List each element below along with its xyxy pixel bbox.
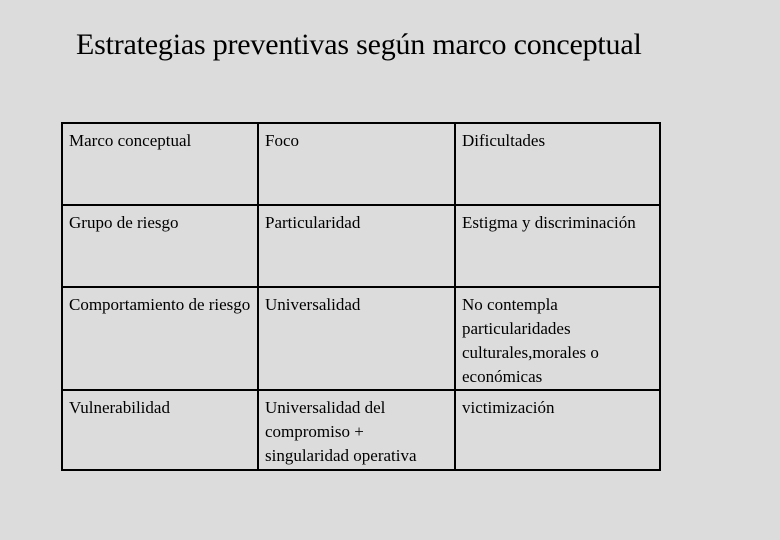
- table-cell: Universalidad: [258, 287, 455, 390]
- table-cell: Estigma y discriminación: [455, 205, 660, 287]
- table-header-row: [62, 123, 660, 205]
- table-row: [62, 287, 660, 390]
- table-row: [62, 205, 660, 287]
- table-cell: Universalidad del compromiso + singularidad operativa: [258, 390, 455, 470]
- table-cell: victimización: [455, 390, 660, 470]
- table-cell: No contempla particularidades culturales,morales o económicas: [455, 287, 660, 390]
- strategy-table: [61, 122, 661, 471]
- header-cell-marco: Marco conceptual: [62, 123, 258, 205]
- table-cell: Comportamiento de riesgo: [62, 287, 258, 390]
- table-cell: Vulnerabilidad: [62, 390, 258, 470]
- header-cell-dificultades: Dificultades: [455, 123, 660, 205]
- table-cell: Particularidad: [258, 205, 455, 287]
- slide-title: Estrategias preventivas según marco conceptual: [76, 28, 642, 61]
- table-cell: Grupo de riesgo: [62, 205, 258, 287]
- table-row: [62, 390, 660, 470]
- header-cell-foco: Foco: [258, 123, 455, 205]
